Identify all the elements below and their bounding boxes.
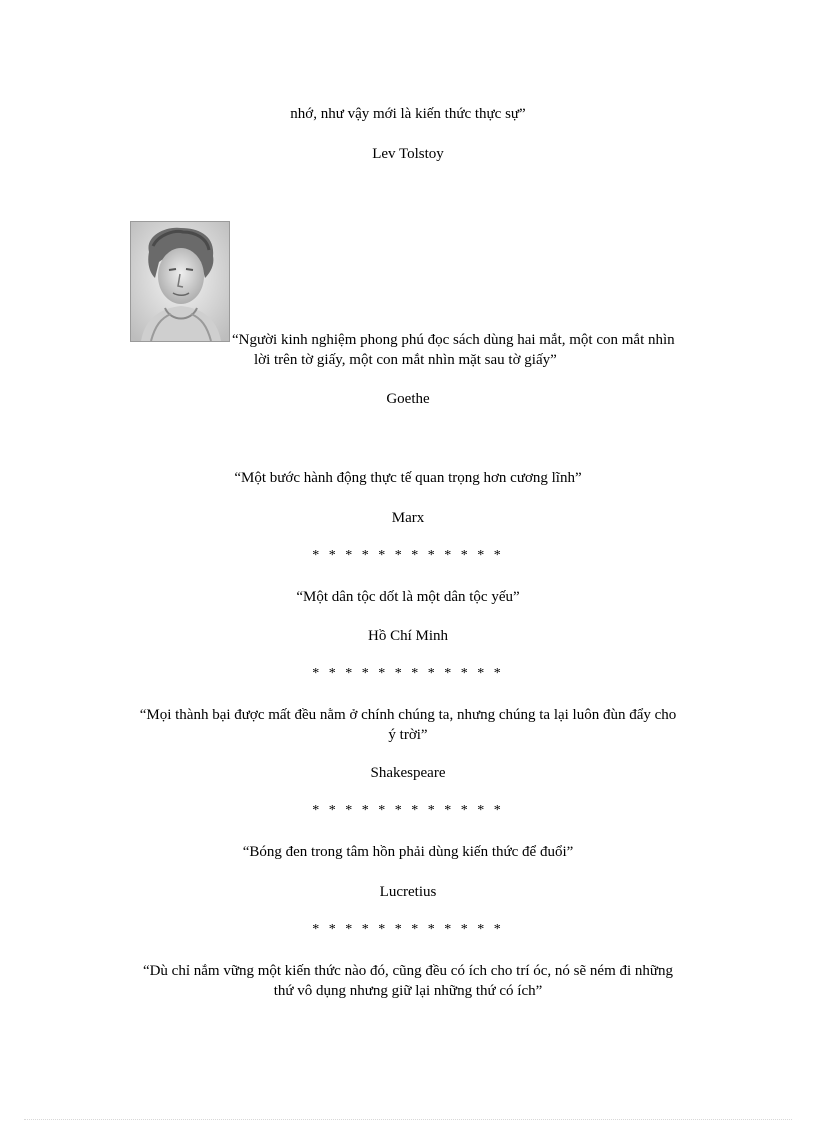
goethe-portrait: [130, 221, 230, 342]
quote-shakespeare-text-line2: ý trời”: [388, 727, 428, 743]
quote-tolstoy-author: Lev Tolstoy: [372, 146, 444, 162]
quote-hochiminh-text: “Một dân tộc dốt là một dân tộc yếu”: [296, 589, 520, 605]
quote-last-text-line1: “Dù chỉ nắm vững một kiến thức nào đó, cũng đều có ích cho trí óc, nó sẽ ném đi những: [142, 963, 674, 979]
quote-marx-author: Marx: [391, 510, 425, 526]
separator-1: * * * * * * * * * * * *: [312, 548, 504, 563]
separator-2: * * * * * * * * * * * *: [312, 666, 504, 681]
separator-3: * * * * * * * * * * * *: [312, 803, 504, 818]
quote-tolstoy-text: nhớ, như vậy mới là kiến thức thực sự”: [290, 106, 526, 122]
quote-goethe-text-line2: lời trên tờ giấy, một con mắt nhìn mặt sau tờ giấy”: [254, 352, 557, 368]
quote-shakespeare-text-line1: “Mọi thành bại được mất đều nằm ở chính chúng ta, nhưng chúng ta lại luôn đùn đẩy cho: [139, 707, 677, 723]
portrait-image: [131, 222, 229, 341]
quote-lucretius-text: “Bóng đen trong tâm hồn phải dùng kiến thức để đuổi”: [242, 844, 574, 860]
quote-goethe-author: Goethe: [386, 391, 430, 407]
quote-marx-text: “Một bước hành động thực tế quan trọng hơn cương lĩnh”: [234, 470, 582, 486]
quote-hochiminh-author: Hồ Chí Minh: [367, 628, 448, 644]
quote-lucretius-author: Lucretius: [379, 884, 437, 900]
page-bottom-edge: [24, 1119, 792, 1120]
quote-last-text-line2: thứ vô dụng nhưng giữ lại những thứ có ích”: [273, 983, 543, 999]
quote-shakespeare-author: Shakespeare: [370, 765, 446, 781]
separator-4: * * * * * * * * * * * *: [312, 922, 504, 937]
quote-goethe-text-line1: “Người kinh nghiệm phong phú đọc sách dùng hai mắt, một con mắt nhìn: [232, 332, 675, 348]
